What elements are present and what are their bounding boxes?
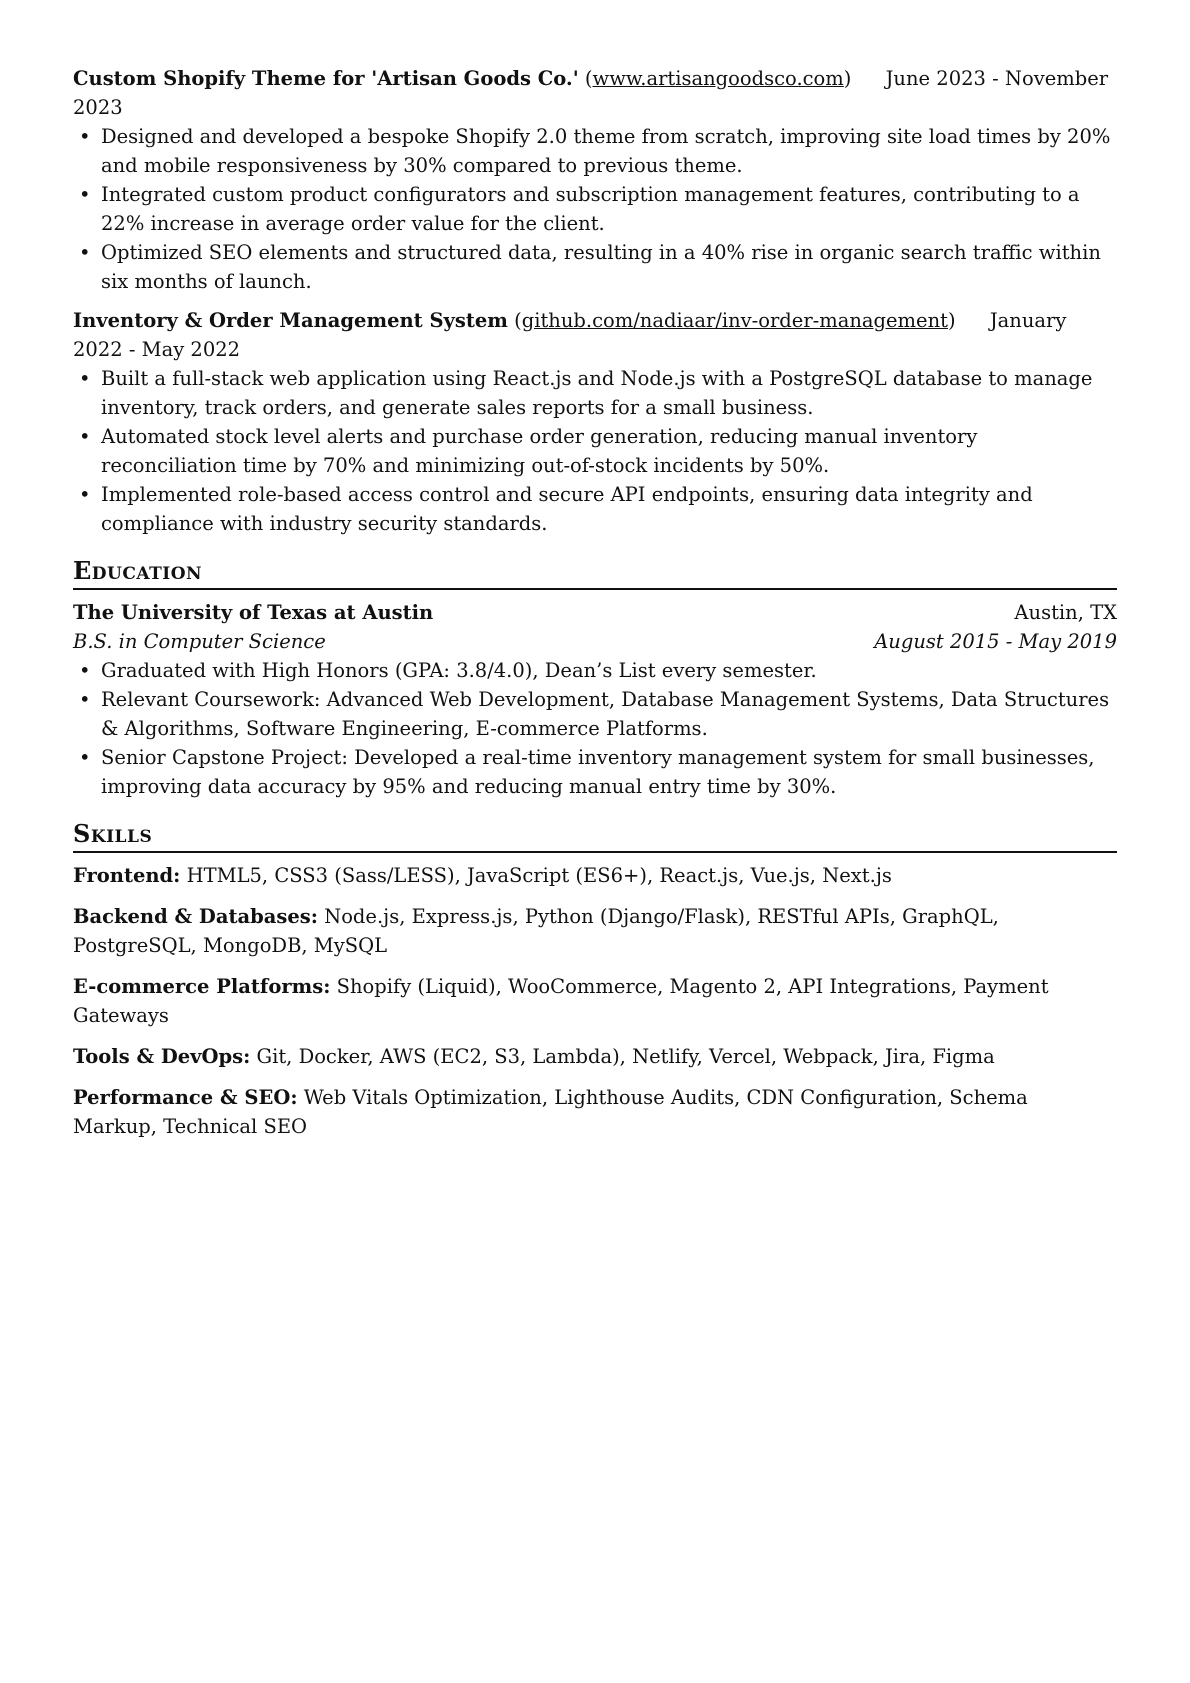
skill-label: Frontend: <box>73 864 181 887</box>
skill-line-performance <box>73 1083 1117 1141</box>
bullet-item: • Graduated with High Honors (GPA: 3.8/4.0), Dean’s List every semester. <box>73 656 1117 685</box>
skill-value: Node.js, Express.js, Python (Django/Flask), RESTful APIs, GraphQL, PostgreSQL, MongoDB, MySQL <box>73 905 999 957</box>
school-location: Austin, TX <box>1014 601 1117 624</box>
project-header: Custom Shopify Theme for 'Artisan Goods Co.' (www.artisangoodsco.com) June 2023 - November 2023 <box>73 67 1109 119</box>
skill-label: Performance & SEO: <box>73 1086 298 1109</box>
skill-line-backend <box>73 902 1117 960</box>
education-degree-row <box>73 627 1117 656</box>
skill-value: Git, Docker, AWS (EC2, S3, Lambda), Netlify, Vercel, Webpack, Jira, Figma <box>256 1045 995 1068</box>
project-title: Custom Shopify Theme for 'Artisan Goods Co.' <box>73 67 579 90</box>
skills-list <box>73 861 1117 1141</box>
project-bullets <box>73 364 1117 538</box>
project-dates: January 2022 - May 2022 <box>73 309 1067 361</box>
education-school-row <box>73 598 1117 627</box>
degree: B.S. in Computer Science <box>73 630 326 653</box>
skill-label: E-commerce Platforms: <box>73 975 331 998</box>
skill-label: Tools & DevOps: <box>73 1045 251 1068</box>
skill-line-frontend <box>73 861 1117 890</box>
skill-label: Backend & Databases: <box>73 905 318 928</box>
education-bullets <box>73 656 1117 801</box>
bullet-item: • Integrated custom product configurators and subscription management features, contributing to a 22% increase in average order value for the client. <box>73 180 1117 238</box>
project-link[interactable]: www.artisangoodsco.com <box>592 67 844 90</box>
skills-heading: Skills <box>73 819 1117 853</box>
skill-value: Shopify (Liquid), WooCommerce, Magento 2, API Integrations, Payment Gateways <box>73 975 1049 1027</box>
bullet-item: • Implemented role-based access control and secure API endpoints, ensuring data integrity and compliance with industry security standards. <box>73 480 1117 538</box>
project-header: Inventory & Order Management System (github.com/nadiaar/inv-order-management) January 2022 - May 2022 <box>73 309 1067 361</box>
education-heading: Education <box>73 556 1117 590</box>
education-dates: August 2015 - May 2019 <box>874 630 1117 653</box>
skill-line-tools <box>73 1042 1117 1071</box>
bullet-item: • Senior Capstone Project: Developed a real-time inventory management system for small businesses, improving data accuracy by 95% and reducing manual entry time by 30%. <box>73 743 1117 801</box>
bullet-item: • Designed and developed a bespoke Shopify 2.0 theme from scratch, improving site load times by 20% and mobile responsiveness by 30% compared to previous theme. <box>73 122 1117 180</box>
project-title: Inventory & Order Management System <box>73 309 508 332</box>
project-entry <box>73 64 1117 296</box>
school-name: The University of Texas at Austin <box>73 601 434 624</box>
project-entry <box>73 306 1117 538</box>
project-dates: June 2023 - November 2023 <box>73 67 1109 119</box>
project-link[interactable]: github.com/nadiaar/inv-order-management <box>521 309 948 332</box>
education-entry <box>73 598 1117 801</box>
bullet-item: • Optimized SEO elements and structured data, resulting in a 40% rise in organic search traffic within six months of launch. <box>73 238 1117 296</box>
project-bullets <box>73 122 1117 296</box>
skill-value: Web Vitals Optimization, Lighthouse Audits, CDN Configuration, Schema Markup, Technical SEO <box>73 1086 1028 1138</box>
bullet-item: • Built a full-stack web application using React.js and Node.js with a PostgreSQL database to manage inventory, track orders, and generate sales reports for a small business. <box>73 364 1117 422</box>
skill-line-ecommerce <box>73 972 1117 1030</box>
bullet-item: • Relevant Coursework: Advanced Web Development, Database Management Systems, Data Structures & Algorithms, Software Engineering, E-commerce Platforms. <box>73 685 1117 743</box>
skill-value: HTML5, CSS3 (Sass/LESS), JavaScript (ES6+), React.js, Vue.js, Next.js <box>186 864 892 887</box>
bullet-item: • Automated stock level alerts and purchase order generation, reducing manual inventory reconciliation time by 70% and minimizing out-of-stock incidents by 50%. <box>73 422 1117 480</box>
